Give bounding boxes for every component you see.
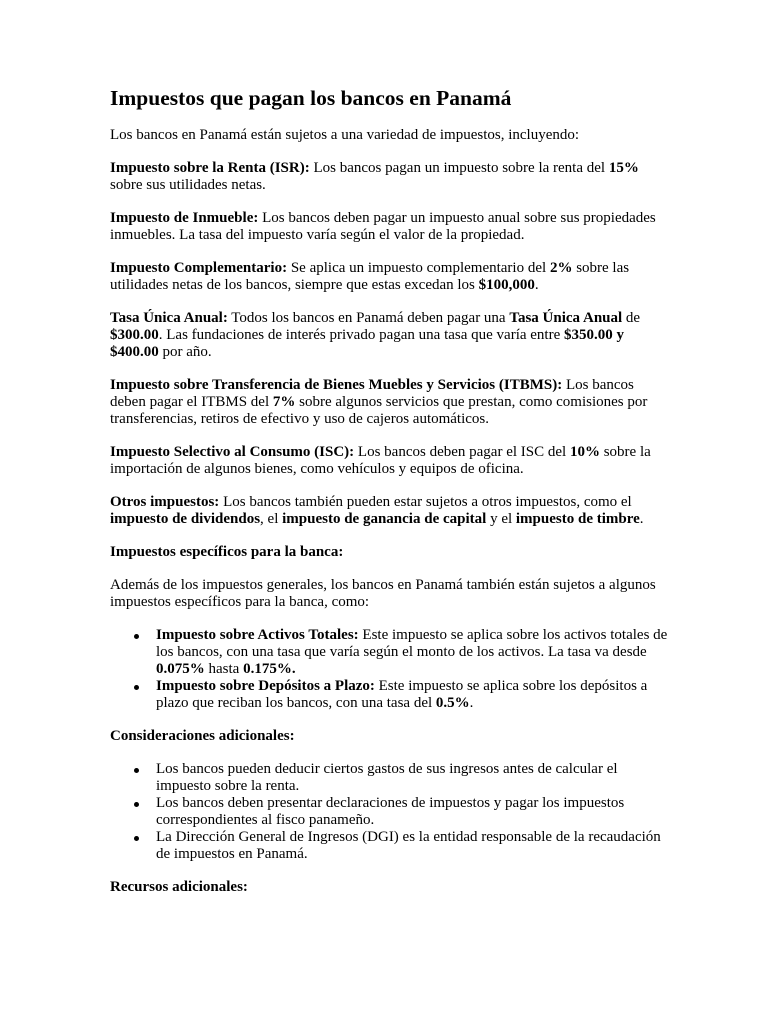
list-item (156, 627, 670, 678)
list-item-rate: 0.5% (435, 695, 470, 711)
tasa-unica-text: Todos los bancos en Panamá deben pagar una (227, 310, 510, 326)
isr-rate: 15% (608, 160, 639, 176)
isr-paragraph (110, 160, 670, 194)
isr-label: Impuesto sobre la Renta (ISR): (110, 160, 310, 176)
itbms-rate: 7% (272, 394, 296, 410)
intro-paragraph: Los bancos en Panamá están sujetos a una variedad de impuestos, incluyendo: (110, 127, 580, 143)
document-body (110, 86, 670, 912)
complementario-text-end: . (534, 277, 539, 293)
consideraciones-heading (110, 728, 670, 745)
list-item-rate-max: 0.175%. (243, 661, 296, 677)
otros-dividendos: impuesto de dividendos (110, 511, 261, 527)
page-title: Impuestos que pagan los bancos en Panamá (110, 86, 512, 110)
otros-ganancia: impuesto de ganancia de capital (282, 511, 487, 527)
itbms-paragraph (110, 377, 670, 428)
complementario-paragraph (110, 260, 670, 294)
itbms-label: Impuesto sobre Transferencia de Bienes Muebles y Servicios (ITBMS): (110, 377, 563, 393)
tasa-unica-amount: $300.00 (110, 327, 159, 343)
tasa-unica-range: $350.00 y $400.00 (110, 327, 624, 360)
isc-text: Los bancos deben pagar el ISC del (354, 444, 570, 460)
recursos-heading-text: Recursos adicionales: (110, 879, 248, 895)
otros-text: Los bancos también pueden estar sujetos a otros impuestos, como el (219, 494, 632, 510)
especificos-intro: Además de los impuestos generales, los bancos en Panamá también están sujetos a algunos impuestos específicos para la banca, como: (110, 577, 656, 610)
complementario-rate: 2% (549, 260, 573, 276)
consideraciones-heading-text: Consideraciones adicionales: (110, 728, 295, 744)
tasa-unica-label: Tasa Única Anual: (110, 310, 228, 326)
especificos-list (110, 627, 670, 712)
list-item (156, 678, 670, 712)
tasa-unica-text-3: . Las fundaciones de interés privado pagan una tasa que varía entre (158, 327, 564, 343)
especificos-heading-text: Impuestos específicos para la banca: (110, 544, 344, 560)
tasa-unica-bold: Tasa Única Anual (509, 310, 623, 326)
isc-rate: 10% (569, 444, 600, 460)
otros-label: Otros impuestos: (110, 494, 220, 510)
itbms-text: Los bancos deben pagar el ITBMS del (110, 377, 634, 410)
list-item-text-end: . (469, 695, 474, 711)
otros-paragraph (110, 494, 670, 528)
complementario-text: Se aplica un impuesto complementario del (287, 260, 550, 276)
itbms-text-end: sobre algunos servicios que prestan, como comisiones por transferencias, retiros de efectivo y uso de cajeros automáticos. (110, 394, 648, 427)
complementario-label: Impuesto Complementario: (110, 260, 288, 276)
complementario-amount: $100,000 (478, 277, 535, 293)
list-item-rate-min: 0.075% (156, 661, 205, 677)
recursos-heading (110, 879, 670, 896)
consideraciones-list (110, 761, 670, 863)
tasa-unica-text-end: por año. (158, 344, 212, 360)
otros-text-2: , el (260, 511, 283, 527)
list-item-text: Este impuesto se aplica sobre los depósitos a plazo que reciban los bancos, con una tasa del (156, 678, 648, 711)
list-item-text-2: hasta (204, 661, 244, 677)
list-item-text: Este impuesto se aplica sobre los activos totales de los bancos, con una tasa que varía según el monto de los activos. La tasa va desde (156, 627, 668, 660)
list-item-label: Impuesto sobre Depósitos a Plazo: (156, 678, 375, 694)
isc-paragraph (110, 444, 670, 478)
otros-text-3: y el (486, 511, 516, 527)
isc-text-end: sobre la importación de algunos bienes, como vehículos y equipos de oficina. (110, 444, 651, 477)
isr-text-end: sobre sus utilidades netas. (110, 177, 266, 193)
tasa-unica-text-2: de (622, 310, 641, 326)
complementario-text-mid: sobre las utilidades netas de los bancos, siempre que estas excedan los (110, 260, 630, 293)
list-item: Los bancos deben presentar declaraciones de impuestos y pagar los impuestos correspondientes al fisco panameño. (156, 795, 670, 829)
isr-text: Los bancos pagan un impuesto sobre la renta del (309, 160, 609, 176)
otros-timbre: impuesto de timbre (515, 511, 640, 527)
especificos-heading (110, 544, 670, 561)
inmueble-paragraph (110, 210, 670, 244)
list-item: La Dirección General de Ingresos (DGI) es la entidad responsable de la recaudación de impuestos en Panamá. (156, 829, 670, 863)
isc-label: Impuesto Selectivo al Consumo (ISC): (110, 444, 355, 460)
inmueble-label: Impuesto de Inmueble: (110, 210, 259, 226)
list-item: Los bancos pueden deducir ciertos gastos de sus ingresos antes de calcular el impuesto sobre la renta. (156, 761, 670, 795)
tasa-unica-paragraph (110, 310, 670, 361)
inmueble-text: Los bancos deben pagar un impuesto anual sobre sus propiedades inmuebles. La tasa del impuesto varía según el valor de la propiedad. (110, 210, 656, 243)
list-item-label: Impuesto sobre Activos Totales: (156, 627, 359, 643)
otros-text-end: . (639, 511, 644, 527)
